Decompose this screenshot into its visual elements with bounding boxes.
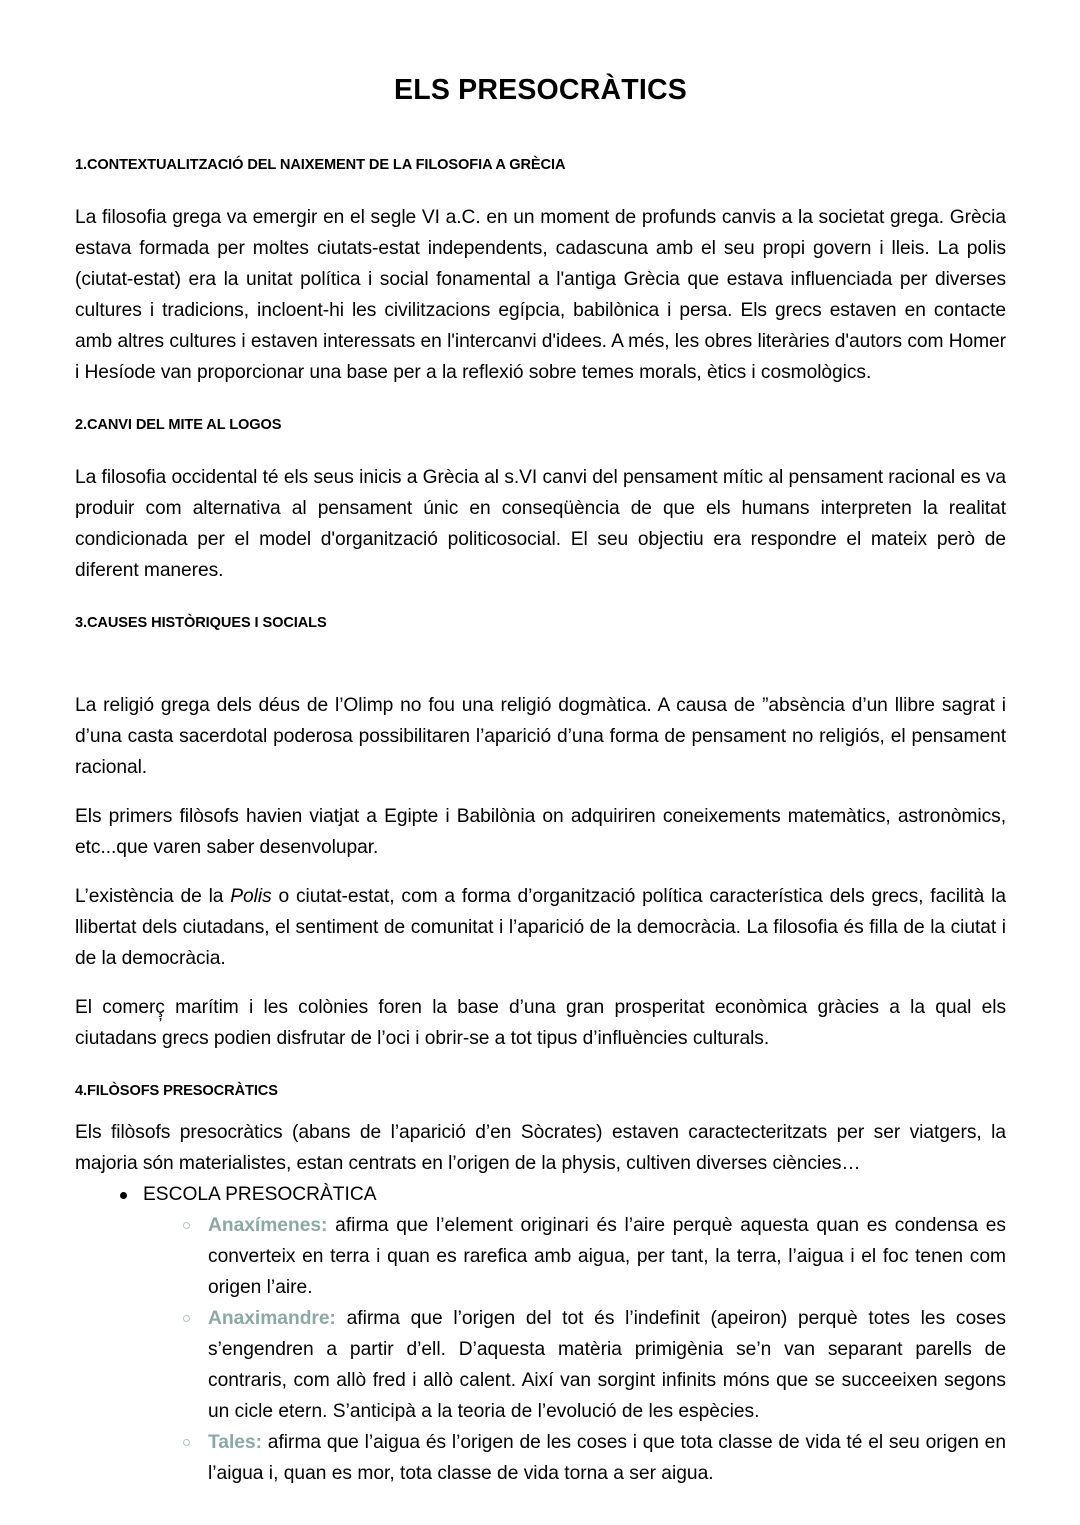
section-2-paragraph: La filosofia occidental té els seus inicis a Grècia al s.VI canvi del pensament mític al pensament racional es va produir com alternativa al pensament únic en conseqüència de que els humans interpreten la realitat condicionada per el model d'organització politicosocial. El seu objectiu era respondre el mateix però de diferent maneres.: [75, 466, 1006, 581]
section-heading-3: 3.CAUSES HISTÒRIQUES I SOCIALS: [75, 614, 327, 631]
section-3-paragraph-1: La religió grega dels déus de l’Olimp no fou una religió dogmàtica. A causa de ”absència d’un llibre sagrat i d’una casta sacerdotal poderosa possibilitaren l’aparició d’una forma de pensament no religiós, el pensament racional.: [75, 694, 1006, 778]
bullet-circle-icon: [183, 1222, 190, 1229]
section-3-paragraph-2: Els primers filòsofs havien viatjat a Egipte i Babilònia on adquiriren coneixements matemàtics, astronòmics, etc...que varen saber desenvolupar.: [75, 805, 1006, 858]
bullet-circle-icon: [183, 1315, 190, 1322]
document-content: [75, 0, 1006, 1489]
polis-italic-term: Polis: [230, 885, 272, 907]
section-1-paragraph: La filosofia grega va emergir en el segle VI a.C. en un moment de profunds canvis a la societat grega. Grècia estava formada per moltes ciutats-estat independents, cadascuna amb el seu propi govern i lleis. La polis (ciutat-estat) era la unitat política i social fonamental a l'antiga Grècia que estava influenciada per diverses cultures i tradicions, incloent-hi les civilitzacions egípcia, babilònica i persa. Els grecs estaven en contacte amb altres cultures i estaven interessats en l'intercanvi d'idees. A més, les obres literàries d'autors com Homer i Hesíode van proporcionar una base per a la reflexió sobre temes morals, ètics i cosmològics.: [75, 206, 1007, 383]
bullet-disc-icon: [120, 1192, 127, 1199]
section-3-paragraph-4: El comerç̦ marítim i les colònies foren la base d’una gran prosperitat econòmica gràcies a la qual els ciutadans grecs podien disfrutar de l’oci i obrir-se a tot tipus d’influències culturals.: [75, 996, 1006, 1049]
section-4-paragraph: Els filòsofs presocràtics (abans de l’aparició d’en Sòcrates) estaven caractecteritzats per ser viatgers, la majoria són materialistes, estan centrats en l’origen de la physis, cultiven diverses ciències…: [75, 1121, 1006, 1174]
section-3-paragraph-3: [75, 881, 1006, 974]
philosopher-description-tales: afirma que l’aigua és l’origen de les coses i que tota classe de vida té el seu origen en l’aigua i, quan es mor, tota classe de vida torna a ser aigua.: [208, 1431, 1006, 1484]
presocratic-school-list: [75, 1179, 1006, 1489]
list-item-tales: [143, 1427, 1006, 1489]
list-item-label: ESCOLA PRESOCRÀTICA: [143, 1183, 377, 1205]
section-heading-2: 2.CANVI DEL MITE AL LOGOS: [75, 416, 282, 433]
section-heading-4: 4.FILÒSOFS PRESOCRÀTICS: [75, 1082, 278, 1099]
paragraph-3-rest: o ciutat-estat, com a forma d’organització política característica dels grecs, facilità la llibertat dels ciutadans, el sentiment de comunitat i l’aparició de la democràcia. La filosofia és filla de la ciutat i de la democràcia.: [75, 885, 1006, 969]
philosopher-description-anaximandre: afirma que l’origen del tot és l’indefinit (apeiron) perquè totes les coses s’engendren a partir d’ell. D’aquesta matèria primigènia se’n van separant parells de contraris, com allò fred i allò calent. Així van sorgint infinits móns que se succeeixen segons un cicle etern. S’anticipà a la teoria de l’evolució de les espècies.: [208, 1307, 1006, 1422]
list-item-anaximenes: [143, 1210, 1006, 1303]
philosophers-sublist: [143, 1210, 1006, 1489]
philosopher-name-anaximandre: Anaximandre:: [208, 1307, 336, 1329]
philosopher-name-tales: Tales:: [208, 1431, 263, 1453]
list-item-anaximandre: [143, 1303, 1006, 1427]
section-heading-1: 1.CONTEXTUALITZACIÓ DEL NAIXEMENT DE LA FILOSOFIA A GRÈCIA: [75, 156, 566, 173]
philosopher-name-anaximenes: Anaxímenes:: [208, 1214, 328, 1236]
bullet-circle-icon: [183, 1439, 190, 1446]
paragraph-3-lead: L’existència de la: [75, 885, 231, 907]
philosopher-description-anaximenes: afirma que l’element originari és l’aire perquè aquesta quan es condensa es converteix en terra i quan es rarefica amb aigua, per tant, la terra, l’aigua i el foc tenen com origen l’aire.: [208, 1214, 1006, 1298]
page-title: ELS PRESOCRÀTICS: [394, 74, 687, 106]
list-item-escola-presocratica: [75, 1179, 1006, 1489]
